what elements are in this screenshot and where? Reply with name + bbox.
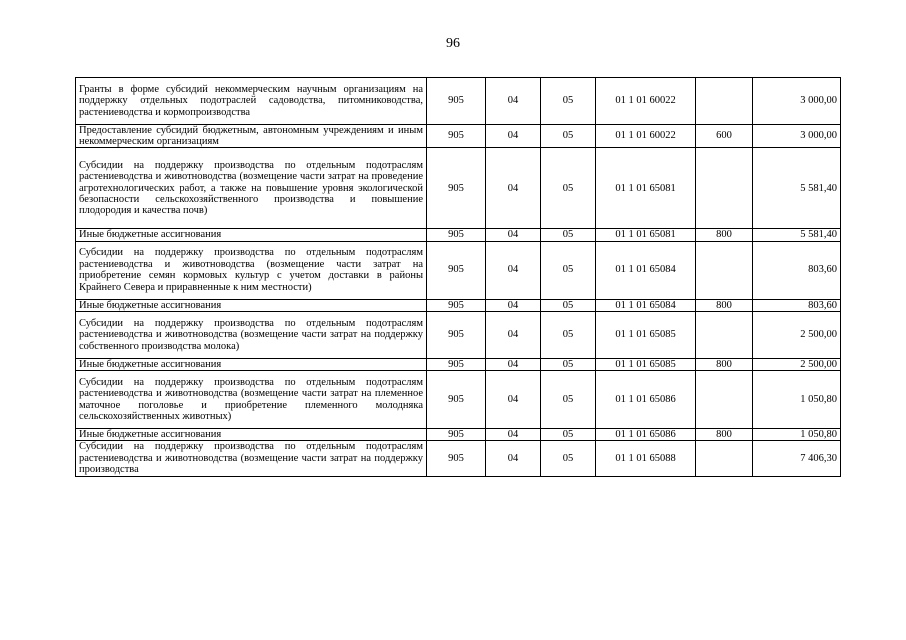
target-article-cell: 01 1 01 65086 <box>596 371 696 429</box>
subsection-code-cell: 05 <box>541 241 596 299</box>
amount-cell: 1 050,80 <box>753 371 841 429</box>
amount-cell: 803,60 <box>753 299 841 311</box>
amount-cell: 2 500,00 <box>753 312 841 359</box>
budget-table-body <box>76 78 841 477</box>
expense-type-cell <box>696 371 753 429</box>
target-article-cell: 01 1 01 65084 <box>596 241 696 299</box>
table-row <box>76 429 841 441</box>
target-article-cell: 01 1 01 60022 <box>596 124 696 148</box>
amount-cell: 2 500,00 <box>753 358 841 370</box>
section-code-cell: 04 <box>486 429 541 441</box>
amount-cell: 5 581,40 <box>753 229 841 241</box>
expense-type-cell <box>696 78 753 125</box>
expense-type-cell <box>696 241 753 299</box>
table-row <box>76 229 841 241</box>
table-row <box>76 241 841 299</box>
table-row <box>76 312 841 359</box>
expense-type-cell <box>696 148 753 229</box>
ministry-code-cell: 905 <box>427 229 486 241</box>
row-name-cell: Субсидии на поддержку производства по отдельным подотраслям растениеводства и животноводства (возмещение части затрат на поддержку собственного производства молока) <box>76 312 427 359</box>
row-name-cell: Иные бюджетные ассигнования <box>76 299 427 311</box>
ministry-code-cell: 905 <box>427 358 486 370</box>
amount-cell: 3 000,00 <box>753 124 841 148</box>
expense-type-cell <box>696 441 753 476</box>
expense-type-cell: 600 <box>696 124 753 148</box>
target-article-cell: 01 1 01 65085 <box>596 312 696 359</box>
section-code-cell: 04 <box>486 312 541 359</box>
subsection-code-cell: 05 <box>541 124 596 148</box>
table-row <box>76 148 841 229</box>
target-article-cell: 01 1 01 60022 <box>596 78 696 125</box>
amount-cell: 3 000,00 <box>753 78 841 125</box>
table-row <box>76 124 841 148</box>
table-row <box>76 441 841 476</box>
amount-cell: 1 050,80 <box>753 429 841 441</box>
row-name-cell: Иные бюджетные ассигнования <box>76 229 427 241</box>
budget-table <box>75 77 841 477</box>
section-code-cell: 04 <box>486 371 541 429</box>
subsection-code-cell: 05 <box>541 148 596 229</box>
table-row <box>76 78 841 125</box>
subsection-code-cell: 05 <box>541 229 596 241</box>
section-code-cell: 04 <box>486 441 541 476</box>
ministry-code-cell: 905 <box>427 312 486 359</box>
target-article-cell: 01 1 01 65081 <box>596 148 696 229</box>
row-name-cell: Гранты в форме субсидий некоммерческим научным организациям на поддержку отдельных подотраслей садоводства, питомниководства, растениеводства и кормопроизводства <box>76 78 427 125</box>
target-article-cell: 01 1 01 65081 <box>596 229 696 241</box>
subsection-code-cell: 05 <box>541 78 596 125</box>
subsection-code-cell: 05 <box>541 371 596 429</box>
amount-cell: 5 581,40 <box>753 148 841 229</box>
ministry-code-cell: 905 <box>427 78 486 125</box>
expense-type-cell: 800 <box>696 299 753 311</box>
ministry-code-cell: 905 <box>427 371 486 429</box>
ministry-code-cell: 905 <box>427 124 486 148</box>
row-name-cell: Иные бюджетные ассигнования <box>76 358 427 370</box>
subsection-code-cell: 05 <box>541 441 596 476</box>
section-code-cell: 04 <box>486 78 541 125</box>
expense-type-cell: 800 <box>696 429 753 441</box>
subsection-code-cell: 05 <box>541 429 596 441</box>
section-code-cell: 04 <box>486 124 541 148</box>
ministry-code-cell: 905 <box>427 299 486 311</box>
row-name-cell: Субсидии на поддержку производства по отдельным подотраслям растениеводства и животноводства (возмещение части затрат на племенное маточное поголовье и приобретение племенного молодняка сельскохозяйственных животных) <box>76 371 427 429</box>
section-code-cell: 04 <box>486 358 541 370</box>
row-name-cell: Субсидии на поддержку производства по отдельным подотраслям растениеводства и животноводства (возмещение части затрат на поддержку производства <box>76 441 427 476</box>
table-row <box>76 371 841 429</box>
row-name-cell: Иные бюджетные ассигнования <box>76 429 427 441</box>
expense-type-cell: 800 <box>696 229 753 241</box>
ministry-code-cell: 905 <box>427 429 486 441</box>
subsection-code-cell: 05 <box>541 312 596 359</box>
row-name-cell: Субсидии на поддержку производства по отдельным подотраслям растениеводства и животноводства (возмещение части затрат на приобретение семян кормовых культур с учетом доставки в районы Крайнего Севера и приравненные к ним местности) <box>76 241 427 299</box>
ministry-code-cell: 905 <box>427 441 486 476</box>
section-code-cell: 04 <box>486 241 541 299</box>
subsection-code-cell: 05 <box>541 299 596 311</box>
section-code-cell: 04 <box>486 299 541 311</box>
subsection-code-cell: 05 <box>541 358 596 370</box>
target-article-cell: 01 1 01 65086 <box>596 429 696 441</box>
target-article-cell: 01 1 01 65085 <box>596 358 696 370</box>
amount-cell: 7 406,30 <box>753 441 841 476</box>
ministry-code-cell: 905 <box>427 148 486 229</box>
expense-type-cell: 800 <box>696 358 753 370</box>
amount-cell: 803,60 <box>753 241 841 299</box>
row-name-cell: Предоставление субсидий бюджетным, автономным учреждениям и иным некоммерческим организациям <box>76 124 427 148</box>
ministry-code-cell: 905 <box>427 241 486 299</box>
section-code-cell: 04 <box>486 148 541 229</box>
target-article-cell: 01 1 01 65084 <box>596 299 696 311</box>
table-row <box>76 358 841 370</box>
expense-type-cell <box>696 312 753 359</box>
row-name-cell: Субсидии на поддержку производства по отдельным подотраслям растениеводства и животноводства (возмещение части затрат на проведение агротехнологических работ, а также на повышение уровня экологической безопасности сельскохозяйственного производства и повышение плодородия и качества почв) <box>76 148 427 229</box>
target-article-cell: 01 1 01 65088 <box>596 441 696 476</box>
table-row <box>76 299 841 311</box>
page-number: 96 <box>446 36 460 51</box>
section-code-cell: 04 <box>486 229 541 241</box>
